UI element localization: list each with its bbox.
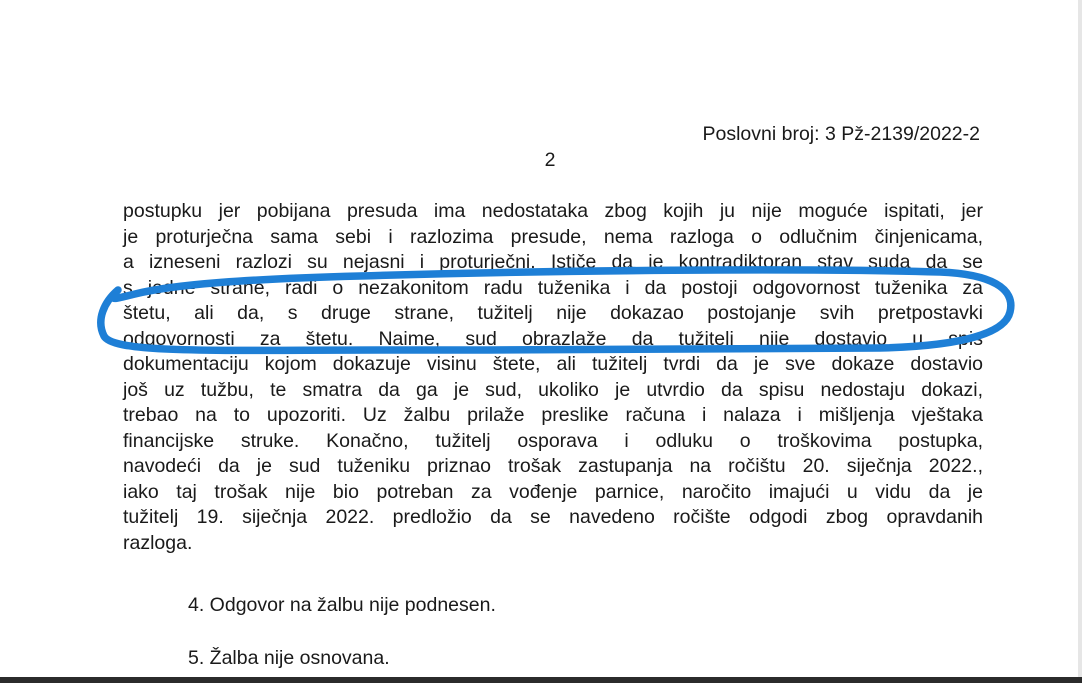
text-line: štetu, ali da, s druge strane, tužitelj nije dokazao postojanje svih pretpostavki	[123, 302, 983, 324]
text-line: navodeći da je sud tuženiku priznao trošak zastupanja na ročištu 20. siječnja 2022.,	[123, 455, 983, 477]
text-line: razloga.	[123, 531, 193, 554]
text-line: iako taj trošak nije bio potreban za vođenje parnice, naročito imajući u vidu da je	[123, 480, 983, 503]
body-paragraph	[123, 199, 983, 556]
text-line: još uz tužbu, te smatra da ga je sud, ukoliko je utvrdio da spisu nedostaju dokazi,	[123, 378, 983, 401]
numbered-item-4: 4. Odgovor na žalbu nije podnesen.	[188, 594, 496, 616]
text-line: trebao na to upozoriti. Uz žalbu prilaže preslike računa i nalaza i mišljenja vještaka	[123, 404, 983, 426]
text-line: odgovornosti za štetu. Naime, sud obrazlaže da tužitelj nije dostavio u spis	[123, 327, 983, 350]
case-number: Poslovni broj: 3 Pž-2139/2022-2	[702, 123, 980, 145]
page-number: 2	[544, 149, 556, 171]
text-line: a izneseni razlozi su nejasni i proturječni. Ističe da je kontradiktoran stav suda da se	[123, 251, 983, 273]
text-line: s jedne strane, radi o nezakonitom radu tuženika i da postoji odgovornost tuženika za	[123, 276, 983, 299]
text-line: dokumentaciju kojom dokazuje visinu štete, ali tužitelj tvrdi da je sve dokaze dostavio	[123, 353, 983, 375]
text-line: financijske struke. Konačno, tužitelj osporava i odluku o troškovima postupka,	[123, 429, 983, 452]
text-line: tužitelj 19. siječnja 2022. predložio da se navedeno ročište odgodi zbog opravdanih	[123, 506, 983, 528]
page-edge-shadow	[1078, 0, 1082, 683]
bottom-border	[0, 677, 1082, 683]
text-line: postupku jer pobijana presuda ima nedostataka zbog kojih ju nije moguće ispitati, jer	[123, 200, 983, 222]
numbered-item-5: 5. Žalba nije osnovana.	[188, 647, 390, 669]
text-line: je proturječna sama sebi i razlozima presude, nema razloga o odlučnim činjenicama,	[123, 225, 983, 248]
